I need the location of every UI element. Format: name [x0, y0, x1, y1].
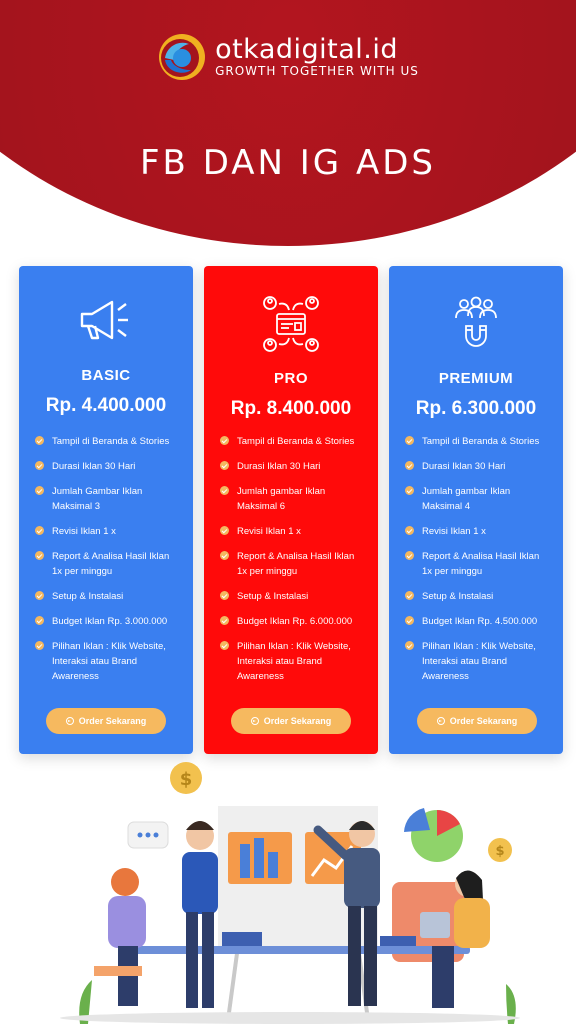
chat-bubble-icon [128, 822, 168, 848]
check-icon [405, 436, 414, 445]
audience-magnet-icon [452, 296, 500, 352]
list-item: Durasi Iklan 30 Hari [405, 459, 551, 474]
check-icon [220, 616, 229, 625]
plan-card-premium [389, 266, 563, 754]
check-icon [220, 591, 229, 600]
list-item: Durasi Iklan 30 Hari [35, 459, 181, 474]
svg-text:$: $ [179, 769, 193, 790]
brand-header [0, 32, 576, 82]
brand-name: otkadigital.id [215, 34, 399, 65]
check-icon [405, 461, 414, 470]
network-icon [263, 296, 319, 352]
list-item: Durasi Iklan 30 Hari [220, 459, 366, 474]
list-item: Budget Iklan Rp. 4.500.000 [405, 614, 551, 629]
coin-icon [488, 838, 512, 862]
list-item: Tampil di Beranda & Stories [35, 434, 181, 449]
check-icon [220, 551, 229, 560]
order-button-basic[interactable]: Order Sekarang [46, 708, 166, 734]
list-item: Pilihan Iklan : Klik Website, Interaksi atau Brand Awareness [220, 639, 366, 684]
check-icon [220, 486, 229, 495]
arrow-circle-icon [66, 717, 74, 725]
arrow-circle-icon [437, 717, 445, 725]
list-item: Revisi Iklan 1 x [405, 524, 551, 539]
check-icon [35, 526, 44, 535]
check-icon [35, 616, 44, 625]
list-item: Report & Analisa Hasil Iklan 1x per minggu [405, 549, 551, 579]
check-icon [35, 436, 44, 445]
order-button-pro[interactable]: Order Sekarang [231, 708, 351, 734]
list-item: Budget Iklan Rp. 3.000.000 [35, 614, 181, 629]
check-icon [35, 591, 44, 600]
list-item: Report & Analisa Hasil Iklan 1x per minggu [35, 549, 181, 579]
plan-price: Rp. 6.300.000 [415, 398, 537, 419]
feature-list [220, 434, 366, 694]
check-icon [405, 526, 414, 535]
brand-logo-icon [157, 32, 207, 82]
plan-name: BASIC [81, 367, 131, 384]
arrow-circle-icon [251, 717, 259, 725]
list-item: Revisi Iklan 1 x [220, 524, 366, 539]
check-icon [405, 486, 414, 495]
list-item: Budget Iklan Rp. 6.000.000 [220, 614, 366, 629]
list-item: Setup & Instalasi [220, 589, 366, 604]
list-item: Revisi Iklan 1 x [35, 524, 181, 539]
list-item: Tampil di Beranda & Stories [220, 434, 366, 449]
check-icon [405, 551, 414, 560]
plan-card-pro [204, 266, 378, 754]
check-icon [405, 591, 414, 600]
plan-card-basic [19, 266, 193, 754]
order-button-premium[interactable]: Order Sekarang [417, 708, 537, 734]
svg-text:$: $ [495, 844, 505, 859]
check-icon [220, 641, 229, 650]
check-icon [405, 641, 414, 650]
list-item: Report & Analisa Hasil Iklan 1x per minggu [220, 549, 366, 579]
list-item: Setup & Instalasi [405, 589, 551, 604]
feature-list [405, 434, 551, 694]
megaphone-icon [78, 296, 134, 344]
list-item: Setup & Instalasi [35, 589, 181, 604]
coin-icon [170, 762, 202, 794]
list-item: Pilihan Iklan : Klik Website, Interaksi atau Brand Awareness [35, 639, 181, 684]
brand-tagline: GROWTH TOGETHER WITH US [215, 64, 419, 78]
person-figure [182, 821, 218, 1008]
plan-name: PREMIUM [438, 370, 514, 387]
list-item: Jumlah Gambar Iklan Maksimal 3 [35, 484, 181, 514]
check-icon [220, 436, 229, 445]
list-item: Jumlah gambar Iklan Maksimal 6 [220, 484, 366, 514]
list-item: Pilihan Iklan : Klik Website, Interaksi atau Brand Awareness [405, 639, 551, 684]
person-figure [94, 868, 146, 1006]
list-item: Tampil di Beranda & Stories [405, 434, 551, 449]
plan-name: PRO [273, 370, 308, 387]
check-icon [220, 526, 229, 535]
check-icon [220, 461, 229, 470]
check-icon [35, 486, 44, 495]
check-icon [35, 551, 44, 560]
list-item: Jumlah gambar Iklan Maksimal 4 [405, 484, 551, 514]
plan-price: Rp. 8.400.000 [230, 398, 352, 419]
feature-list [35, 434, 181, 694]
plan-price: Rp. 4.400.000 [45, 395, 167, 416]
check-icon [35, 641, 44, 650]
page-title: FB DAN IG ADS [140, 143, 436, 183]
check-icon [405, 616, 414, 625]
team-meeting-illustration [0, 760, 576, 1024]
check-icon [35, 461, 44, 470]
pie-chart-icon [404, 808, 463, 862]
